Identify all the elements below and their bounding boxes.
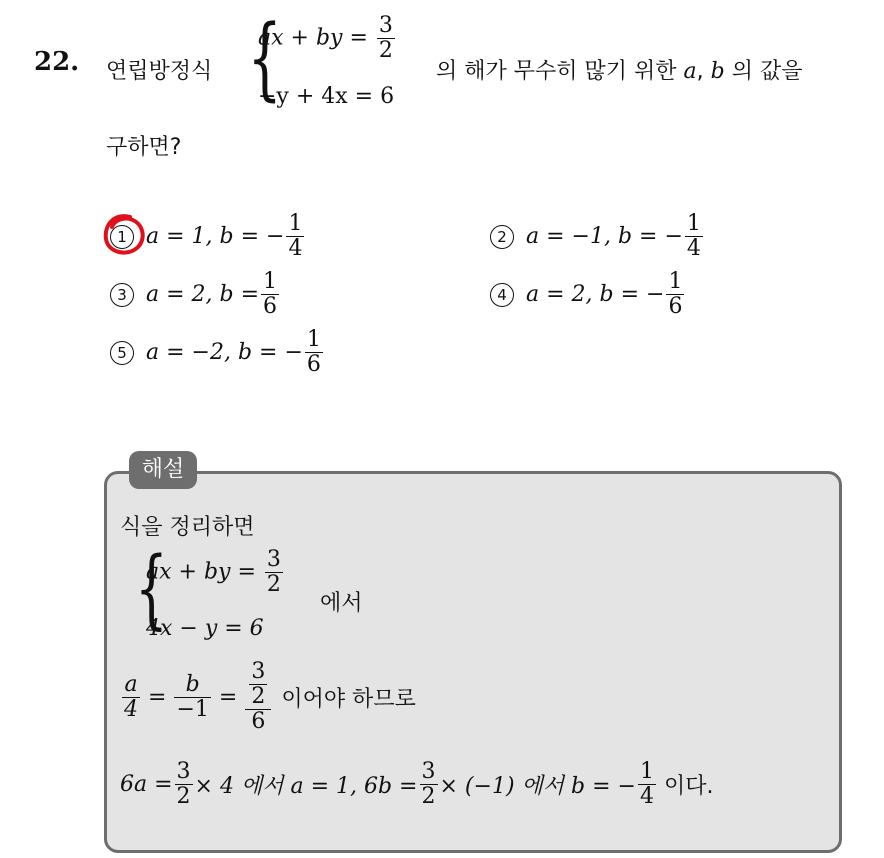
problem-question: 구하면? [106,135,182,160]
choice-marker-1: 1 [110,225,134,249]
choice-marker-3: 3 [110,283,134,307]
choice-3[interactable]: 3 a = 2, b = $\frac{1}{6}$ [110,270,281,319]
solution-system-suffix: 에서 [320,591,363,616]
system-equation-2: −y + 4x = 6 [258,84,395,109]
solution-intro: 식을 정리하면 [120,515,255,540]
problem-lead: 연립방정식 [106,59,213,84]
problem-condition: 의 해가 무수히 많기 위한 a, b 의 값을 [436,59,803,84]
solution-label: 해설 [129,451,197,489]
solution-equation-2: 4x − y = 6 [146,616,264,641]
choice-5[interactable]: 5 a = −2, b = − $\frac{1}{6}$ [110,328,325,377]
solution-final-line: 6a = $\frac{3}{2}$ × 4 에서 a = 1, 6b = $\frac{3}{2}$ × (−1) 에서 b = − $\frac{1}{4}$ 이다. [120,759,714,810]
choice-marker-5: 5 [110,341,134,365]
solution-equation-1: ax + by = $\frac{3}{2}$ [146,547,281,598]
problem-number: 22. [34,47,80,77]
solution-system-brace: { [134,539,168,639]
system-equation-1: ax + by = $\frac{3}{2}$ [258,13,393,64]
choice-marker-2: 2 [490,225,514,249]
choice-2[interactable]: 2 a = −1, b = − $\frac{1}{4}$ [490,212,705,261]
choice-marker-4: 4 [490,283,514,307]
choice-1[interactable]: 1 a = 1, b = − $\frac{1}{4}$ [110,212,306,261]
choice-4[interactable]: 4 a = 2, b = − $\frac{1}{6}$ [490,270,686,319]
system-brace: { [247,6,282,111]
solution-ratio-line: $\frac{a}{4}$ = $\frac{b}{-1}$ = $\frac{\frac{3}{2}}{6}$ 이어야 하므로 [124,659,416,735]
selected-answer-circle-mark [100,211,150,259]
